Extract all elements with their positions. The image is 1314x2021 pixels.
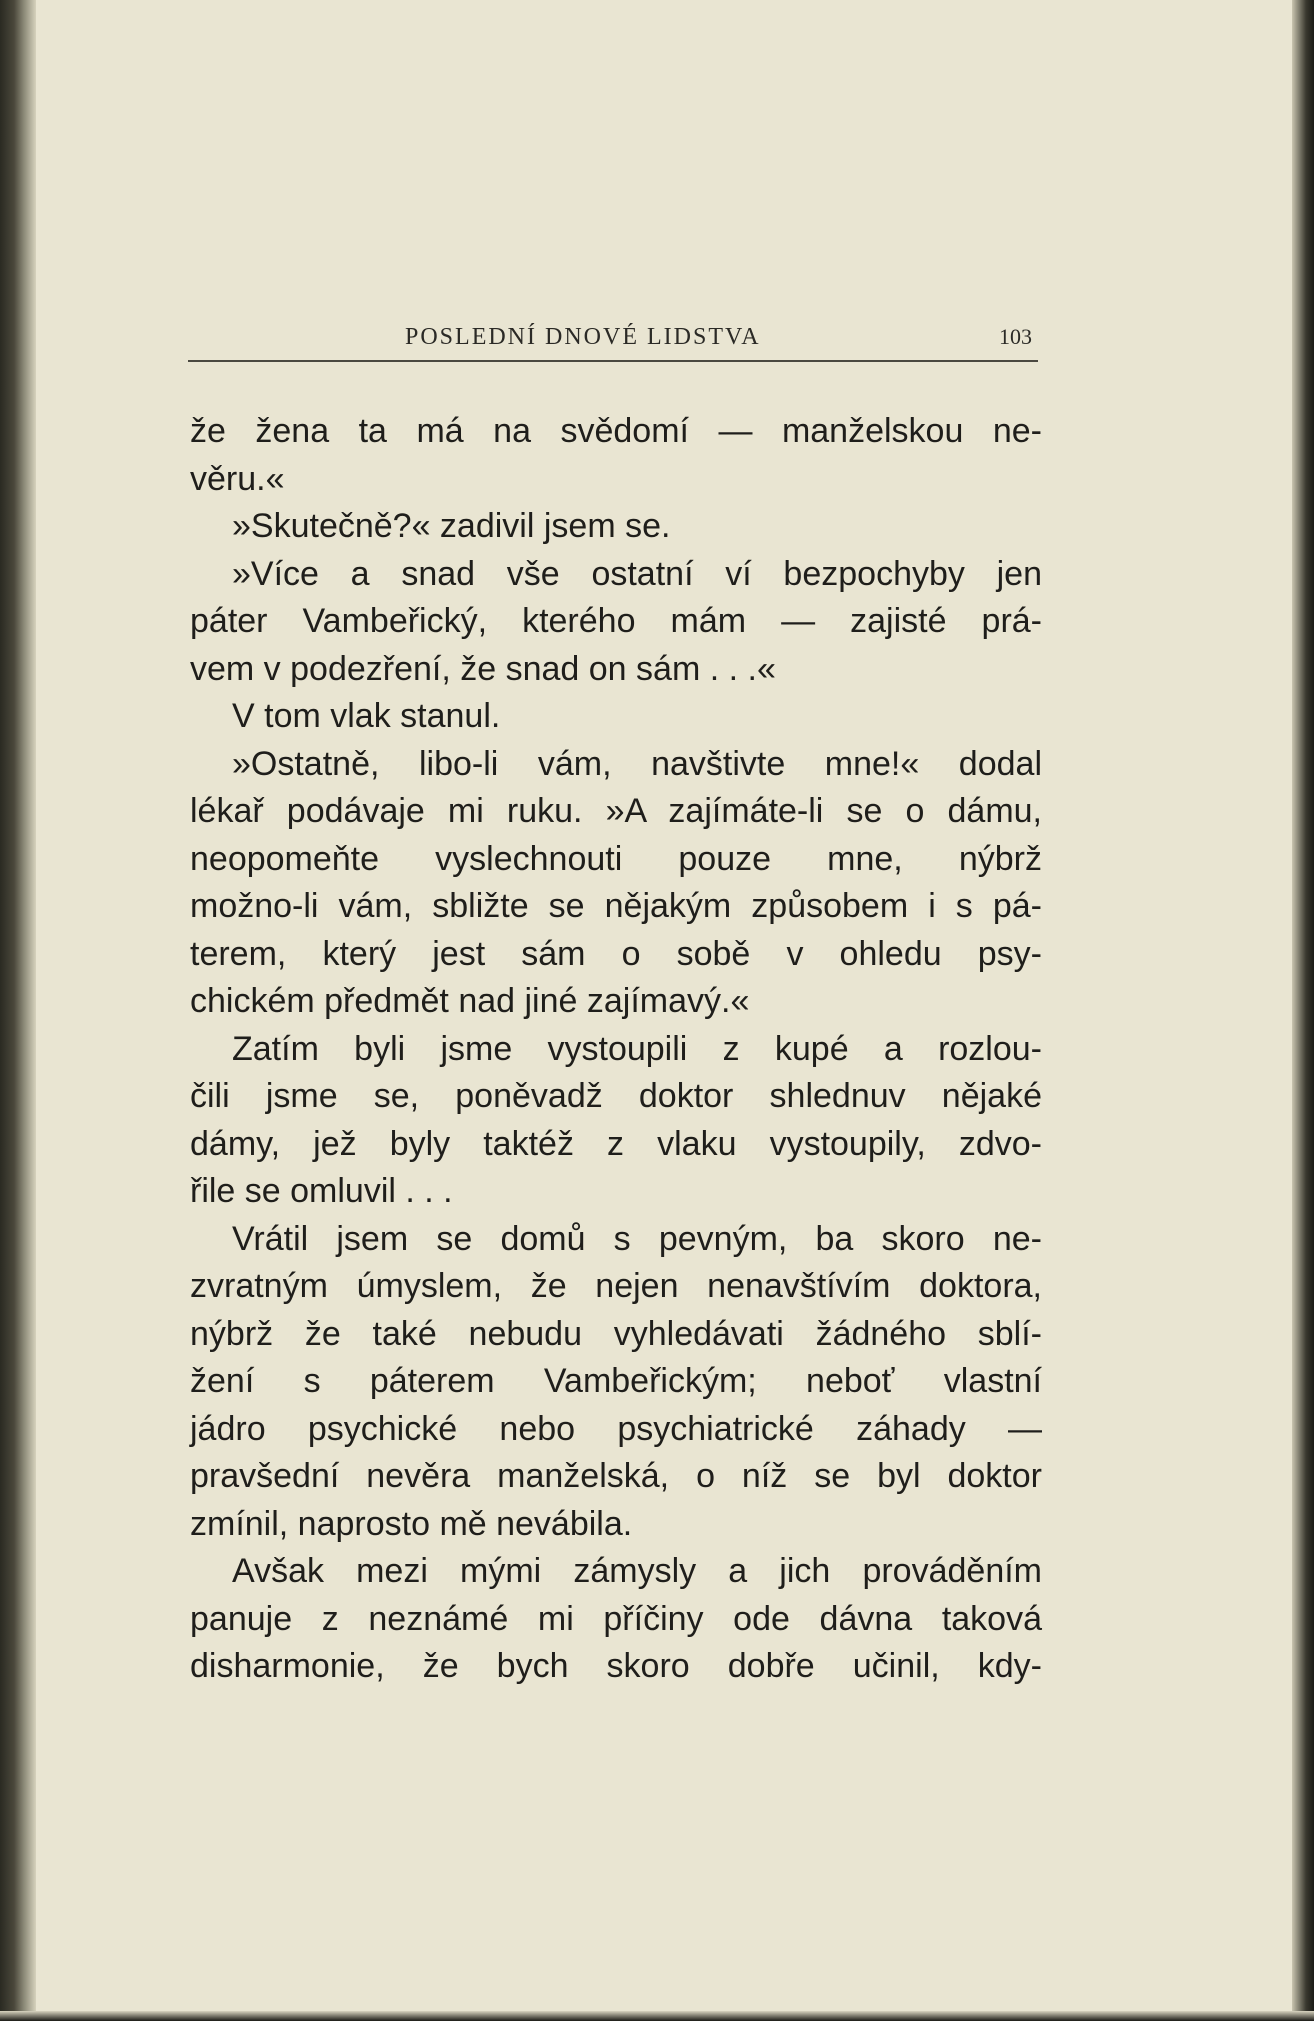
header-rule [188, 360, 1038, 362]
text-line: dámy, jež byly taktéž z vlaku vystoupily, zdvo- [190, 1124, 1042, 1163]
text-line: páter Vambeřický, kterého mám — zajisté prá- [190, 602, 1042, 640]
text-line: Avšak mezi mými zámysly a jich prováděním [232, 1552, 1042, 1590]
text-line: panuje z neznámé mi příčiny ode dávna taková [190, 1599, 1042, 1638]
text-line: pravšední nevěra manželská, o níž se byl doktor [190, 1457, 1042, 1495]
text-line: Zatím byli jsme vystoupili z kupé a rozlou- [232, 1029, 1042, 1068]
text-line: nýbrž že také nebudu vyhledávati žádného sblí- [190, 1314, 1042, 1353]
text-line: zvratným úmyslem, že nejen nenavštívím doktora, [190, 1267, 1042, 1305]
text-line: terem, který jest sám o sobě v ohledu psy- [190, 934, 1042, 973]
text-line: možno-li vám, sbližte se nějakým způsobem i s pá- [190, 887, 1042, 925]
text-line: »Skutečně?« zadivil jsem se. [232, 507, 671, 545]
text-line: žení s páterem Vambeřickým; neboť vlastní [190, 1362, 1042, 1400]
page-number: 103 [999, 324, 1032, 349]
text-line: »Více a snad vše ostatní ví bezpochyby jen [232, 554, 1042, 593]
text-line: zmínil, naprosto mě nevábila. [190, 1504, 633, 1543]
text-line: V tom vlak stanul. [232, 697, 501, 735]
page-bottom-edge [0, 2011, 1314, 2021]
text-line: neopomeňte vyslechnouti pouze mne, nýbrž [190, 839, 1042, 878]
book-binding-edge [0, 0, 36, 2021]
text-line: chickém předmět nad jiné zajímavý.« [190, 982, 750, 1020]
text-line: »Ostatně, libo-li vám, navštivte mne!« dodal [232, 744, 1042, 783]
text-line: řile se omluvil . . . [190, 1172, 453, 1210]
text-line: lékař podávaje mi ruku. »A zajímáte-li se o dámu, [190, 792, 1042, 830]
text-line: čili jsme se, poněvadž doktor shlednuv nějaké [190, 1077, 1042, 1115]
page-header [190, 318, 1040, 358]
page-right-edge [1292, 0, 1314, 2021]
text-line: věru.« [190, 459, 285, 498]
running-title: POSLEDNÍ DNOVÉ LIDSTVA [405, 324, 761, 350]
text-line: Vrátil jsem se domů s pevným, ba skoro ne- [232, 1219, 1042, 1258]
text-line: že žena ta má na svědomí — manželskou ne- [190, 412, 1042, 450]
text-line: jádro psychické nebo psychiatrické záhady — [190, 1409, 1042, 1448]
body-text [190, 408, 1042, 1691]
text-line: vem v podezření, že snad on sám . . .« [190, 649, 776, 688]
text-line: disharmonie, že bych skoro dobře učinil, kdy- [190, 1647, 1042, 1685]
